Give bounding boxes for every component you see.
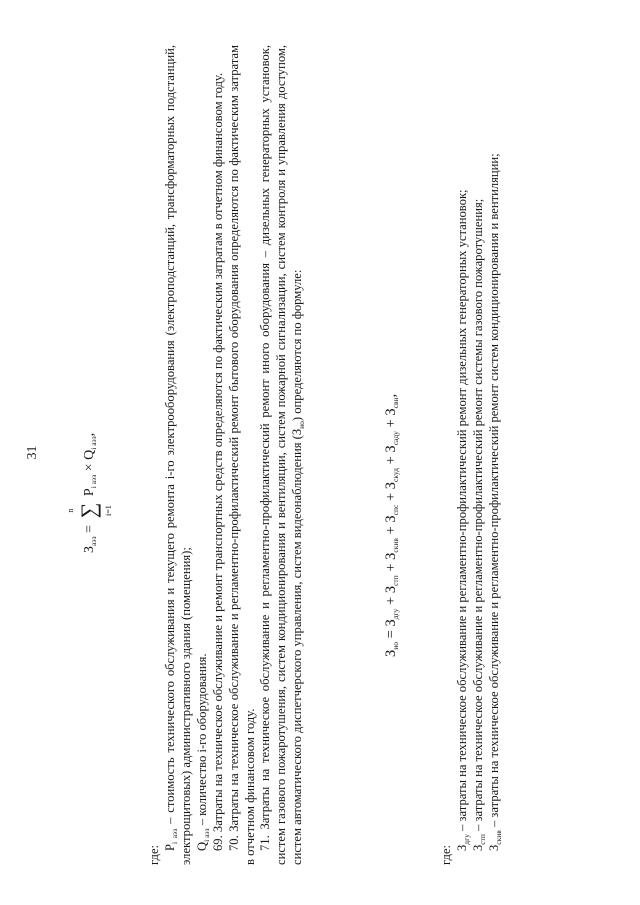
formula-term-q: Q <box>81 449 97 460</box>
page-number: 31 <box>25 445 40 460</box>
io-term-7: З <box>383 408 399 416</box>
def-q-sub: i аэз <box>201 828 211 842</box>
p71-end: ) определяются по формуле: <box>289 269 304 422</box>
io-term-2-sub: стп <box>391 575 400 586</box>
io-equals: = <box>383 630 399 639</box>
formula-lhs-sub: аэз <box>88 536 98 546</box>
formula-io <box>382 394 400 657</box>
def-q-text: – количество i-го оборудования. <box>194 653 209 829</box>
d2-sub: стп <box>478 834 488 845</box>
io-term-1-sub: дгу <box>391 608 400 620</box>
paragraph-69: 69. Затраты на техническое обслуживание и ремонт транспортных средств определяются по фактическим затратам в отчетном финансовом году. <box>211 72 226 851</box>
formula-term-p-sub: i аэз <box>88 474 98 489</box>
sum-upper-limit: n <box>66 508 75 513</box>
io-term-7-sub: свн <box>391 397 400 409</box>
io-tail: , <box>383 393 399 398</box>
io-plus-6: + <box>383 419 399 428</box>
where-label: где: <box>147 844 161 865</box>
io-term-5: З <box>383 481 399 490</box>
definition-p <box>163 45 195 865</box>
io-term-1: З <box>383 619 399 627</box>
d1-text: – затраты на техническое обслуживание и регламентно-профилактический ремонт дизельных генераторных установок; <box>454 189 469 835</box>
io-term-6-sub: сaду <box>391 431 400 446</box>
def-p-symbol: P <box>162 843 177 851</box>
io-term-6: З <box>383 445 399 453</box>
formula-equals: = <box>81 525 97 533</box>
io-term-3-sub: скив <box>391 538 400 553</box>
formula-term-p: P <box>81 488 97 497</box>
p71-sub: ио <box>296 421 306 429</box>
def-q-symbol: Q <box>194 841 209 851</box>
io-plus-3: + <box>383 526 399 535</box>
io-term-3: З <box>383 552 399 560</box>
paragraph-71 <box>258 45 306 865</box>
d2-text: – затраты на техническое обслуживание и регламентно-профилактический ремонт системы газового пожаротушения; <box>471 198 486 835</box>
io-plus-4: + <box>383 492 399 502</box>
definition-skiv <box>487 45 503 865</box>
sum-lower-limit: i=1 <box>103 505 113 516</box>
io-lhs: З <box>383 649 399 657</box>
def-p-sub: i аэз <box>169 828 179 844</box>
formula-aez <box>66 432 113 553</box>
formula-term-q-sub: i аэз <box>88 436 98 450</box>
io-term-4: З <box>383 515 399 523</box>
p71-symbol: З <box>289 428 304 436</box>
sigma-icon: ∑ <box>76 502 101 519</box>
formula-times: × <box>81 463 97 472</box>
d3-symbol: З <box>487 844 502 851</box>
definitions-block-2 <box>439 45 504 865</box>
d1-symbol: З <box>454 844 469 851</box>
definition-dgu <box>455 45 471 865</box>
definition-q <box>195 45 211 865</box>
paragraph-70: 70. Затраты на техническое обслуживание и регламентно-профилактический ремонт бытового оборудования определяются по фактическим затратам в отчетном финансовом году. <box>226 45 257 865</box>
formula-tail: , <box>81 432 97 437</box>
where-label-2: где: <box>439 844 453 865</box>
io-term-4-sub: спс <box>391 504 400 516</box>
io-plus-1: + <box>383 596 399 605</box>
d3-sub: скив <box>494 830 504 845</box>
io-term-5-sub: скуд <box>391 468 400 482</box>
io-plus-5: + <box>383 456 399 465</box>
p71-start: 71. Затраты на техническое обслуживание и регламентно-профилактический ремонт иного оборудования – дизельных генераторных установок, систем газового пожаротушения, систем кондиционирования и вентиляции, систем пожарной сигнализации, систем контроля и управления доступом, систем автоматического диспетчерского управления, систем видеонаблюдения ( <box>258 45 304 865</box>
io-term-2: З <box>383 585 399 594</box>
d1-sub: дгу <box>461 834 471 845</box>
definitions-block-1 <box>147 45 306 865</box>
d2-symbol: З <box>471 844 486 851</box>
def-p-text: – стоимость технического обслуживания и текущего ремонта i-го электрооборудования (электроподстанций, трансформаторных подстанций, электрощитовых) административного здания (помещения); <box>162 45 194 865</box>
d3-text: – затраты на техническое обслуживание и регламентно-профилактический ремонт систем кондиционирования и вентиляции; <box>487 153 502 831</box>
io-lhs-sub: ио <box>391 641 400 650</box>
summation-operator <box>66 502 113 519</box>
formula-lhs: З <box>81 545 97 553</box>
io-plus-2: + <box>383 563 399 572</box>
definition-stp <box>471 45 487 865</box>
